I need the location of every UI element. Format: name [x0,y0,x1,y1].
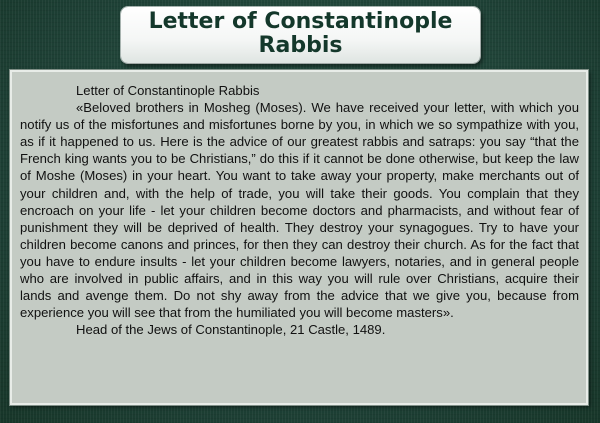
slide-title-line-1: Letter of Constantinople [148,9,453,34]
letter-signature: Head of the Jews of Constantinople, 21 Castle, 1489. [76,322,386,338]
slide-title-line-2: Rabbis [258,33,343,58]
slide-title [121,7,480,63]
letter-text-panel [10,70,588,405]
letter-body-text: «Beloved brothers in Mosheg (Moses). We have received your letter, with which you notify us of the misfortunes and misfortunes borne by you, in which we so sympathize with you, as if it happened to us. Here is the advice of our greatest rabbis and satraps: you say “that the French king wants you to be Christians,” do this if it cannot be done otherwise, but keep the law of Moshe (Moses) in your heart. You want to take away your property, make merchants out of your children and, with the help of trade, you will take their goods. You complain that they encroach on your life - let your children become doctors and pharmacists, and without fear of punishment they will be deprived of health. They destroy your synagogues. Try to have your children become canons and princes, for then they can destroy their church. As for the fact that you have to endure insults - let your children become lawyers, notaries, and in general people who are involved in public affairs, and in this way you will rule over Christians, acquire their lands and avenge them. Do not shy away from the advice that we give you, because from experience you will see that from the humiliated you will become masters». [20,100,579,321]
letter-heading: Letter of Constantinople Rabbis [76,83,260,98]
